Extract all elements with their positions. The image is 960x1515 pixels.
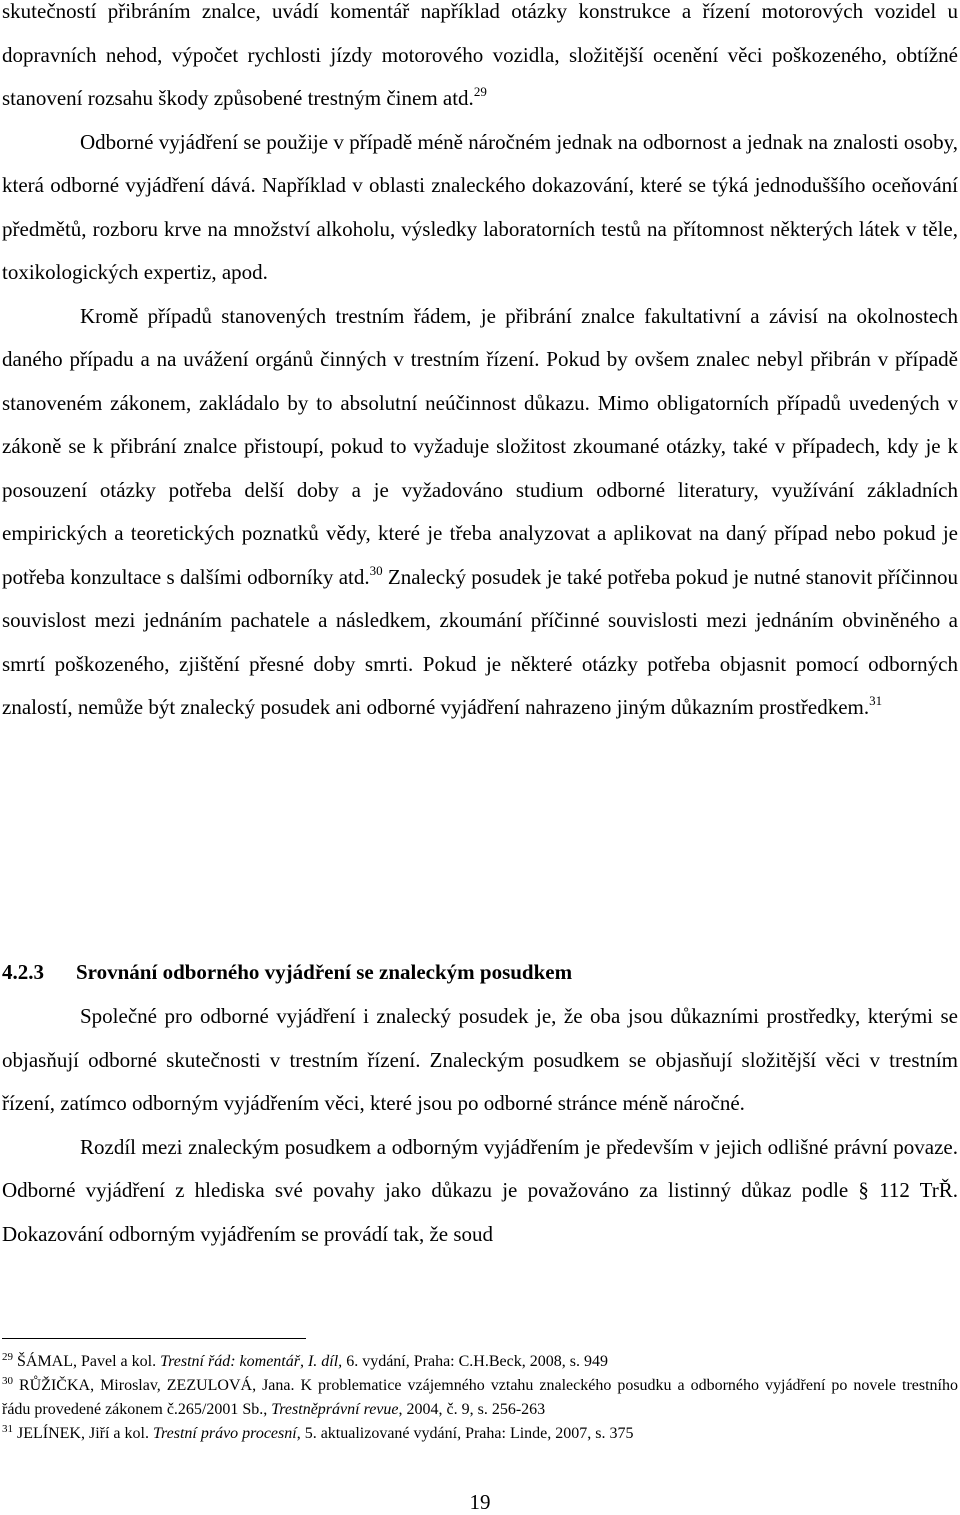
- footnote-mark: 29: [2, 1351, 13, 1363]
- footnote-mark: 30: [2, 1375, 13, 1387]
- paragraph-1: [2, 0, 958, 121]
- footnote-ref-29[interactable]: 29: [473, 84, 487, 99]
- footnote-title: Trestněprávní revue: [271, 1401, 399, 1418]
- section-paragraph-2: Rozdíl mezi znaleckým posudkem a odborným vyjádřením je především v jejich odlišné právní povaze. Odborné vyjádření z hlediska své povahy jako důkazu je považováno za listinný důkaz podle § 112 TrŘ. Dokazování odborným vyjádřením se provádí tak, že soud: [2, 1134, 958, 1246]
- paragraph-3-text-b: Znalecký posudek je také potřeba pokud je nutné stanovit příčinnou souvislost mezi jednáním pachatele a následkem, zkoumání příčinné souvislosti mezi jednáním obviněného a smrtí poškozeného, zjištění přesné doby smrti. Pokud je některé otázky potřeba objasnit pomocí odborných znalostí, nemůže být znalecký posudek ani odborné vyjádření nahrazeno jiným důkazním prostředkem.: [2, 564, 958, 719]
- section-paragraph-1: Společné pro odborné vyjádření i znalecký posudek je, že oba jsou důkazními prostředky, kterými se objasňují odborné skutečnosti v trestním řízení. Znaleckým posudkem se objasňují složitější věci v trestním řízení, zatímco odborným vyjádřením věci, které jsou po odborné stránce méně náročné.: [2, 1004, 958, 1115]
- footnote-31: [2, 1422, 958, 1446]
- paragraph-3: [2, 295, 958, 730]
- footnote-29: [2, 1350, 958, 1374]
- footnote-text: , 2004, č. 9, s. 256-263: [398, 1401, 546, 1418]
- footnote-title: Trestní právo procesní: [152, 1425, 297, 1442]
- footnote-text: ŠÁMAL, Pavel a kol.: [13, 1353, 161, 1370]
- section-number: 4.2.3: [2, 960, 44, 984]
- footnotes: [2, 1350, 958, 1446]
- footnote-text: RŮŽIČKA, Miroslav, ZEZULOVÁ, Jana. K problematice vzájemného vztahu znaleckého posudku a odborného vyjádření po novele trestního řádu provedené zákonem č.265/2001 Sb.,: [2, 1377, 958, 1418]
- footnote-mark: 31: [2, 1423, 13, 1435]
- paragraph-1-text: skutečností přibráním znalce, uvádí komentář například otázky konstrukce a řízení motorových vozidel u dopravních nehod, výpočet rychlosti jízdy motorového vozidla, složitější ocenění věci poškozeného, obtížné stanovení rozsahu škody způsobené trestným činem atd.: [2, 0, 958, 110]
- section-title: Srovnání odborného vyjádření se znaleckým posudkem: [76, 960, 573, 984]
- paragraph-2-text: Odborné vyjádření se použije v případě méně náročném jednak na odbornost a jednak na znalosti osoby, která odborné vyjádření dává. Například v oblasti znaleckého dokazování, které se týká jednoduššího oceňování předmětů, rozboru krve na množství alkoholu, výsledky laboratorních testů na přítomnost některých látek v těle, toxikologických expertiz, apod.: [2, 129, 958, 284]
- footnote-ref-31[interactable]: 31: [869, 693, 883, 708]
- page-number: 19: [469, 1490, 491, 1514]
- section-body: [2, 995, 958, 1256]
- body-text: [2, 0, 958, 730]
- footnote-ref-30[interactable]: 30: [369, 562, 383, 578]
- footnote-text: 6. vydání, Praha: C.H.Beck, 2008, s. 949: [342, 1353, 608, 1370]
- paragraph-2: [2, 121, 958, 295]
- section-heading: [2, 956, 958, 988]
- footnote-title: Trestní řád: komentář, I. díl,: [160, 1353, 343, 1370]
- footnote-separator: [2, 1338, 306, 1339]
- footnote-text: JELÍNEK, Jiří a kol.: [13, 1425, 153, 1442]
- paragraph-3-text-a: Kromě případů stanovených trestním řádem, je přibrání znalce fakultativní a závisí na okolnostech daného případu a na uvážení orgánů činných v trestním řízení. Pokud by ovšem znalec nebyl přibrán v případě stanoveném zákonem, zakládalo by to absolutní neúčinnost důkazu. Mimo obligatorních případů uvedených v zákoně se k přibrání znalce přistoupí, pokud to vyžaduje složitost zkoumané otázky, také v případech, kdy je k posouzení otázky potřeba delší doby a je vyžadováno studium odborné literatury, využívání základních empirických a teoretických poznatků vědy, které je třeba analyzovat a aplikovat na daný případ nebo pokud je potřeba konzultace s dalšími odborníky atd.: [2, 303, 958, 589]
- footnote-30: [2, 1374, 958, 1422]
- footnote-text: , 5. aktualizované vydání, Praha: Linde, 2007, s. 375: [296, 1425, 634, 1442]
